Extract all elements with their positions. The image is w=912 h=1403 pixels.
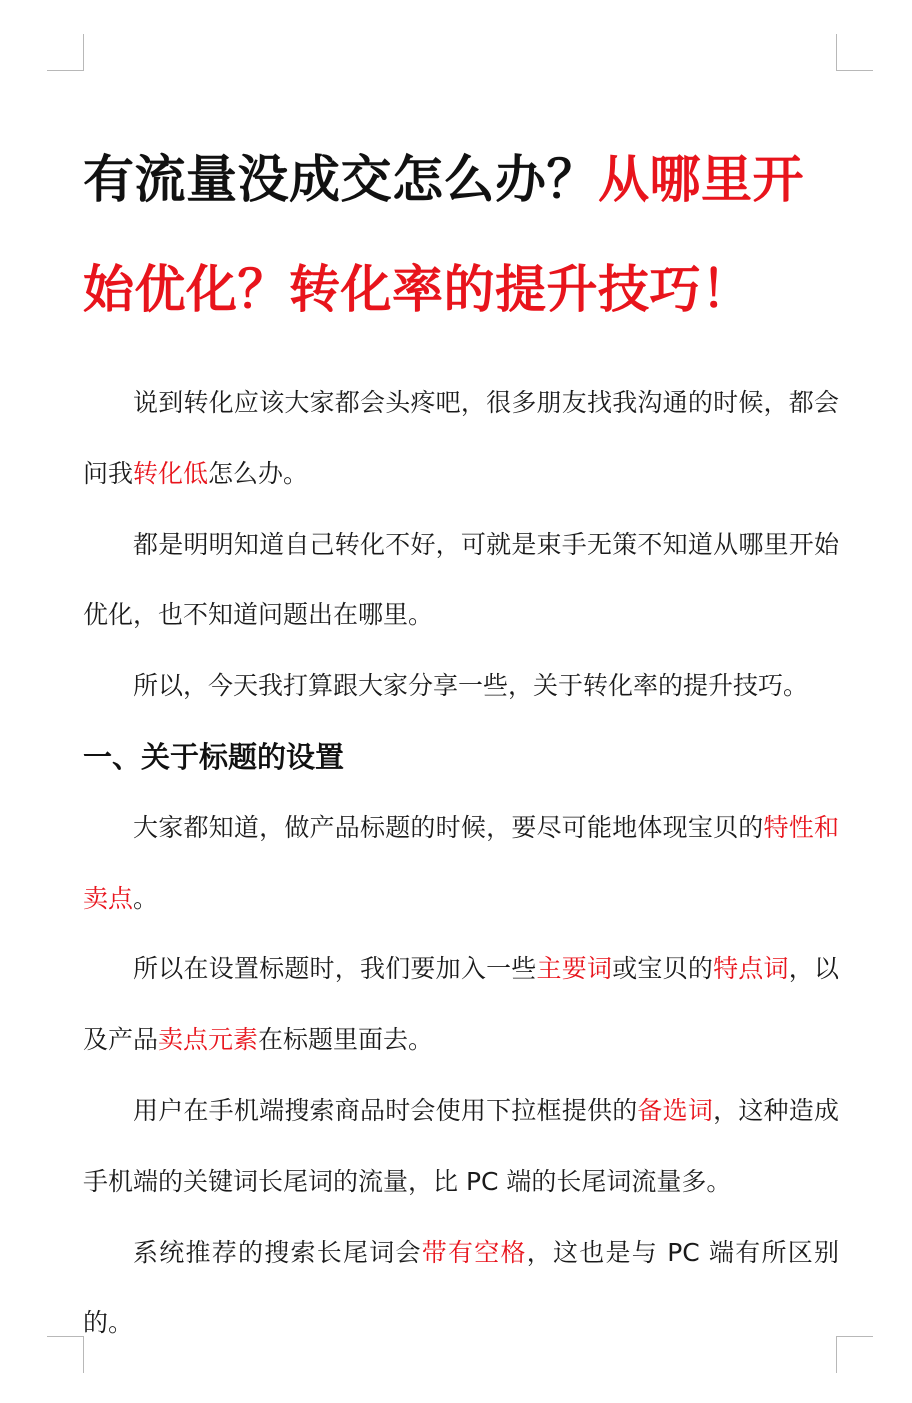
highlight-features-selling-points: 特性和卖点: [83, 812, 839, 913]
paragraph-4-text-end: 。: [133, 883, 159, 913]
document-title: [83, 126, 839, 346]
paragraph-1: [83, 368, 839, 510]
paragraph-4: [83, 793, 839, 935]
section-heading-title-settings: 一、关于标题的设置: [83, 739, 345, 774]
highlight-candidate-words: 备选词: [637, 1095, 714, 1125]
paragraph-7-text: 系统推荐的搜索长尾词会: [133, 1237, 422, 1267]
highlight-feature-keywords: 特点词: [713, 954, 789, 984]
title-part-red: 从哪里开始优化？转化率的提升技巧！: [83, 151, 805, 320]
paragraph-7-text-end: ，这也是与 PC 端有所区别的。: [83, 1237, 839, 1338]
title-part-black: 有流量没成交怎么办？: [83, 151, 599, 210]
highlight-main-keywords: 主要词: [536, 954, 613, 984]
paragraph-7: [83, 1218, 839, 1360]
paragraph-6: [83, 1076, 839, 1218]
highlight-low-conversion: 转化低: [133, 458, 209, 488]
paragraph-5: [83, 934, 839, 1076]
paragraph-1-text: 说到转化应该大家都会头疼吧，很多朋友找我沟通的时候，都会问我: [83, 388, 839, 488]
paragraph-2-text: 都是明明知道自己转化不好，可就是束手无策不知道从哪里开始优化，也不知道问题出在哪里。: [83, 529, 839, 630]
highlight-selling-elements: 卖点元素: [158, 1025, 259, 1055]
crop-mark-top-left: [47, 34, 84, 71]
document-page: [83, 126, 839, 1359]
paragraph-6-text-end: ，这种造成手机端的关键词长尾词的流量，比 PC 端的长尾词流量多。: [83, 1095, 839, 1196]
document-body: [83, 368, 839, 1359]
crop-mark-bottom-left: [47, 1336, 84, 1373]
paragraph-5-text-end: 在标题里面去。: [258, 1025, 434, 1055]
paragraph-3: [83, 651, 839, 722]
paragraph-2: [83, 510, 839, 652]
paragraph-5-text: 所以在设置标题时，我们要加入一些: [133, 954, 537, 984]
highlight-with-spaces: 带有空格: [421, 1237, 527, 1267]
paragraph-6-text: 用户在手机端搜索商品时会使用下拉框提供的: [133, 1095, 638, 1125]
crop-mark-top-right: [836, 34, 873, 71]
paragraph-4-text: 大家都知道，做产品标题的时候，要尽可能地体现宝贝的: [133, 812, 764, 842]
paragraph-1-text-end: 怎么办。: [208, 458, 309, 488]
paragraph-5-text-3: ，以及产品: [83, 954, 839, 1055]
paragraph-3-text: 所以，今天我打算跟大家分享一些，关于转化率的提升技巧。: [133, 671, 809, 701]
crop-mark-bottom-right: [836, 1336, 873, 1373]
paragraph-5-text-2: 或宝贝的: [612, 954, 714, 984]
